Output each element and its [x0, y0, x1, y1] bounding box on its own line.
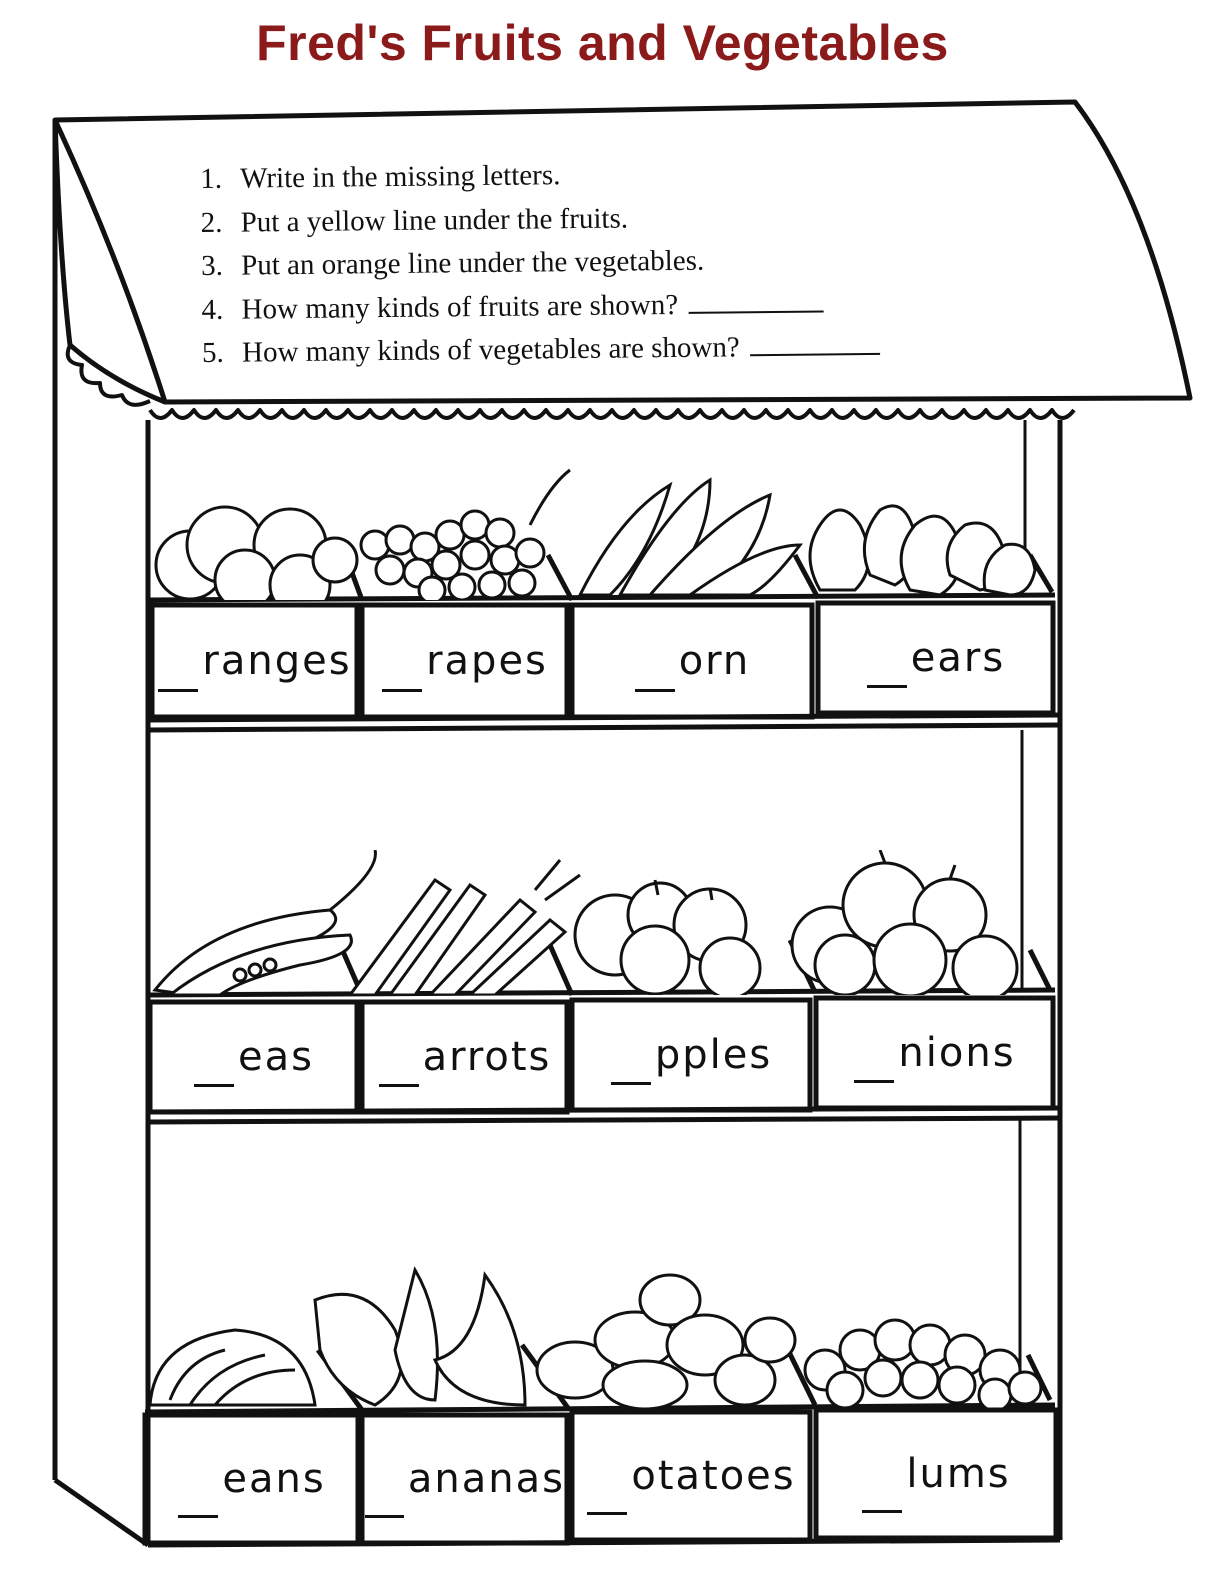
- missing-letter-blank[interactable]: [854, 1079, 894, 1083]
- carrots-illustration: [350, 860, 580, 995]
- label-text: lums: [906, 1451, 1011, 1497]
- label-text: ears: [910, 635, 1006, 681]
- label-onions[interactable]: [819, 1001, 1051, 1105]
- label-text: eas: [238, 1034, 314, 1080]
- label-apples[interactable]: [575, 1003, 808, 1107]
- label-text: eans: [222, 1456, 326, 1502]
- oranges-illustration: [156, 507, 357, 600]
- label-text: orn: [678, 638, 751, 684]
- instruction-3: 3. Put an orange line under the vegetables.: [200, 244, 705, 282]
- label-beans[interactable]: [148, 1418, 356, 1540]
- label-pears[interactable]: [821, 606, 1051, 710]
- label-grapes[interactable]: [365, 608, 565, 714]
- instruction-text: Put an orange line under the vegetables.: [240, 244, 705, 282]
- shelf-1-produce: [150, 455, 1055, 600]
- missing-letter-blank[interactable]: [365, 1514, 404, 1518]
- onions-illustration: [792, 850, 1017, 995]
- missing-letter-blank[interactable]: [382, 688, 422, 692]
- vegetable-count-answer-blank[interactable]: [750, 349, 880, 356]
- apples-illustration: [575, 880, 760, 995]
- missing-letter-blank[interactable]: [194, 1083, 234, 1087]
- missing-letter-blank[interactable]: [611, 1081, 651, 1085]
- label-oranges[interactable]: [155, 608, 355, 714]
- label-potatoes[interactable]: [575, 1415, 808, 1537]
- instruction-text: Put a yellow line under the fruits.: [240, 202, 629, 239]
- corn-illustration: [580, 480, 800, 595]
- missing-letter-blank[interactable]: [587, 1511, 627, 1515]
- potatoes-illustration: [537, 1275, 795, 1409]
- grapes-illustration: [361, 470, 570, 600]
- page-title: Fred's Fruits and Vegetables: [256, 15, 949, 71]
- missing-letter-blank[interactable]: [867, 684, 907, 688]
- missing-letter-blank[interactable]: [178, 1514, 218, 1518]
- label-corn[interactable]: [575, 608, 810, 714]
- plums-illustration: [805, 1320, 1041, 1410]
- instruction-text: How many kinds of fruits are shown?: [241, 288, 679, 326]
- fruit-count-answer-blank[interactable]: [688, 306, 823, 313]
- label-text: nions: [898, 1030, 1016, 1076]
- missing-letter-blank[interactable]: [379, 1083, 419, 1087]
- label-carrots[interactable]: [365, 1005, 565, 1109]
- missing-letter-blank[interactable]: [158, 688, 198, 692]
- label-text: ananas: [407, 1456, 565, 1502]
- instruction-4: 4. How many kinds of fruits are shown?: [201, 280, 1021, 332]
- pears-illustration: [810, 506, 1035, 595]
- label-bananas[interactable]: [365, 1418, 565, 1540]
- bananas-illustration: [315, 1270, 525, 1405]
- label-text: arrots: [422, 1034, 552, 1080]
- label-text: otatoes: [631, 1453, 796, 1499]
- missing-letter-blank[interactable]: [635, 688, 675, 692]
- instructions-list: [200, 149, 1022, 375]
- label-plums[interactable]: [819, 1413, 1054, 1535]
- instruction-text: Write in the missing letters.: [240, 159, 561, 195]
- shelf-2-produce: [150, 850, 1055, 995]
- label-text: ranges: [202, 638, 352, 684]
- peas-illustration: [155, 850, 375, 995]
- shelf-3-produce: [145, 1260, 1055, 1410]
- beans-illustration: [150, 1330, 315, 1405]
- instruction-2: 2. Put a yellow line under the fruits.: [200, 202, 629, 239]
- instruction-5: 5. How many kinds of vegetables are shown?: [202, 323, 1022, 375]
- instruction-1: 1. Write in the missing letters.: [200, 159, 561, 195]
- instruction-text: How many kinds of vegetables are shown?: [241, 331, 740, 369]
- label-peas[interactable]: [153, 1005, 355, 1109]
- missing-letter-blank[interactable]: [862, 1509, 902, 1513]
- label-text: pples: [654, 1032, 773, 1078]
- label-text: rapes: [426, 638, 548, 684]
